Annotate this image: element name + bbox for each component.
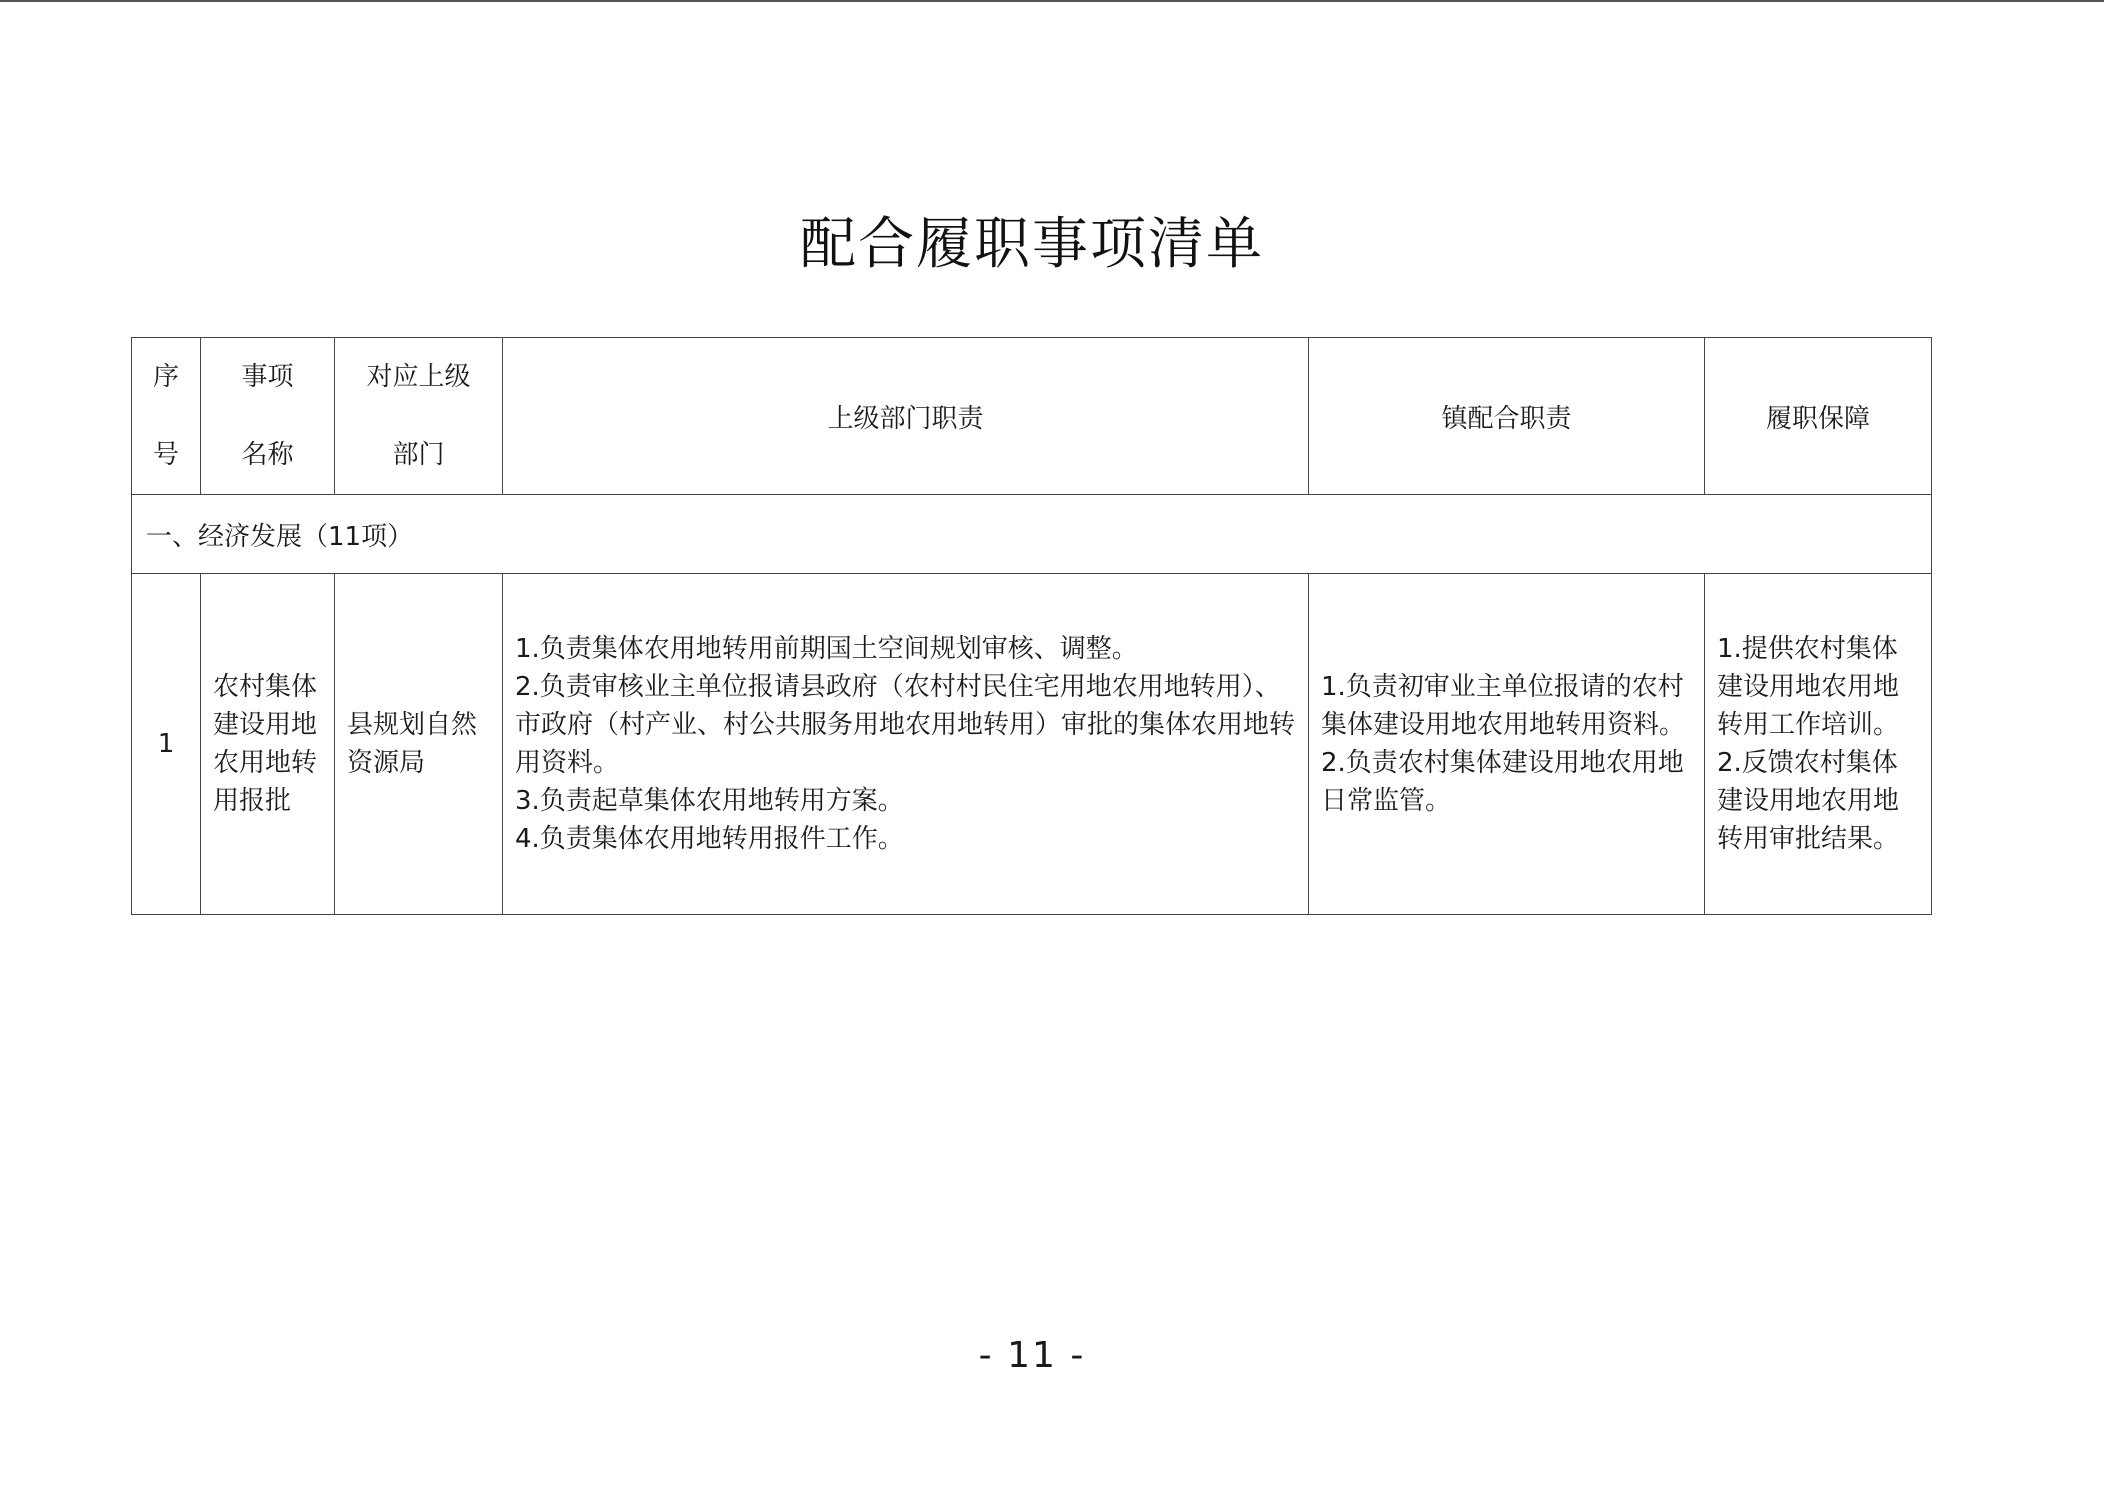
guarantee-item: 2.反馈农村集体建设用地农用地转用审批结果。 — [1717, 748, 1900, 854]
page-title: 配合履职事项清单 — [800, 212, 1264, 277]
header-dept-line1: 对应上级 — [366, 362, 471, 392]
header-item-line1: 事项 — [241, 362, 294, 392]
superior-duty-item: 4.负责集体农用地转用报件工作。 — [515, 824, 904, 854]
item-line: 建设用地 — [213, 710, 318, 740]
header-item — [201, 338, 335, 495]
superior-duty-item: 2.负责审核业主单位报请县政府（农村村民住宅用地农用地转用）、市政府（村产业、村公共服务用地农用地转用）审批的集体农用地转用资料。 — [515, 672, 1296, 778]
row-seq: 1 — [132, 574, 201, 915]
section-label: 一、经济发展（11项） — [132, 495, 1932, 574]
town-duty-item: 2.负责农村集体建设用地农用地日常监管。 — [1321, 748, 1684, 816]
header-dept-line2: 部门 — [392, 440, 445, 470]
header-seq-line1: 序 — [152, 362, 179, 392]
dept-line: 县规划自然 — [347, 710, 478, 740]
page-number: - 11 - — [978, 1335, 1086, 1376]
section-row — [132, 495, 1932, 574]
table-header-row — [132, 338, 1932, 495]
header-guarantee: 履职保障 — [1705, 338, 1932, 495]
header-town-duty: 镇配合职责 — [1309, 338, 1705, 495]
header-seq-line2: 号 — [152, 440, 179, 470]
header-dept — [335, 338, 503, 495]
superior-duty-item: 1.负责集体农用地转用前期国土空间规划审核、调整。 — [515, 634, 1138, 664]
table-row — [132, 574, 1932, 915]
item-line: 农用地转 — [213, 748, 318, 778]
guarantee-item: 1.提供农村集体建设用地农用地转用工作培训。 — [1717, 634, 1900, 740]
dept-line: 资源局 — [347, 748, 426, 778]
row-dept — [335, 574, 503, 915]
header-item-line2: 名称 — [241, 440, 294, 470]
page-top-border — [0, 0, 2104, 2]
duty-table — [131, 337, 1932, 915]
header-superior-duty: 上级部门职责 — [503, 338, 1309, 495]
item-line: 用报批 — [213, 786, 292, 816]
header-seq — [132, 338, 201, 495]
row-superior-duty — [503, 574, 1309, 915]
item-line: 农村集体 — [213, 672, 318, 702]
row-item-name — [201, 574, 335, 915]
town-duty-item: 1.负责初审业主单位报请的农村集体建设用地农用地转用资料。 — [1321, 672, 1686, 740]
row-town-duty — [1309, 574, 1705, 915]
row-guarantee — [1705, 574, 1932, 915]
superior-duty-item: 3.负责起草集体农用地转用方案。 — [515, 786, 904, 816]
